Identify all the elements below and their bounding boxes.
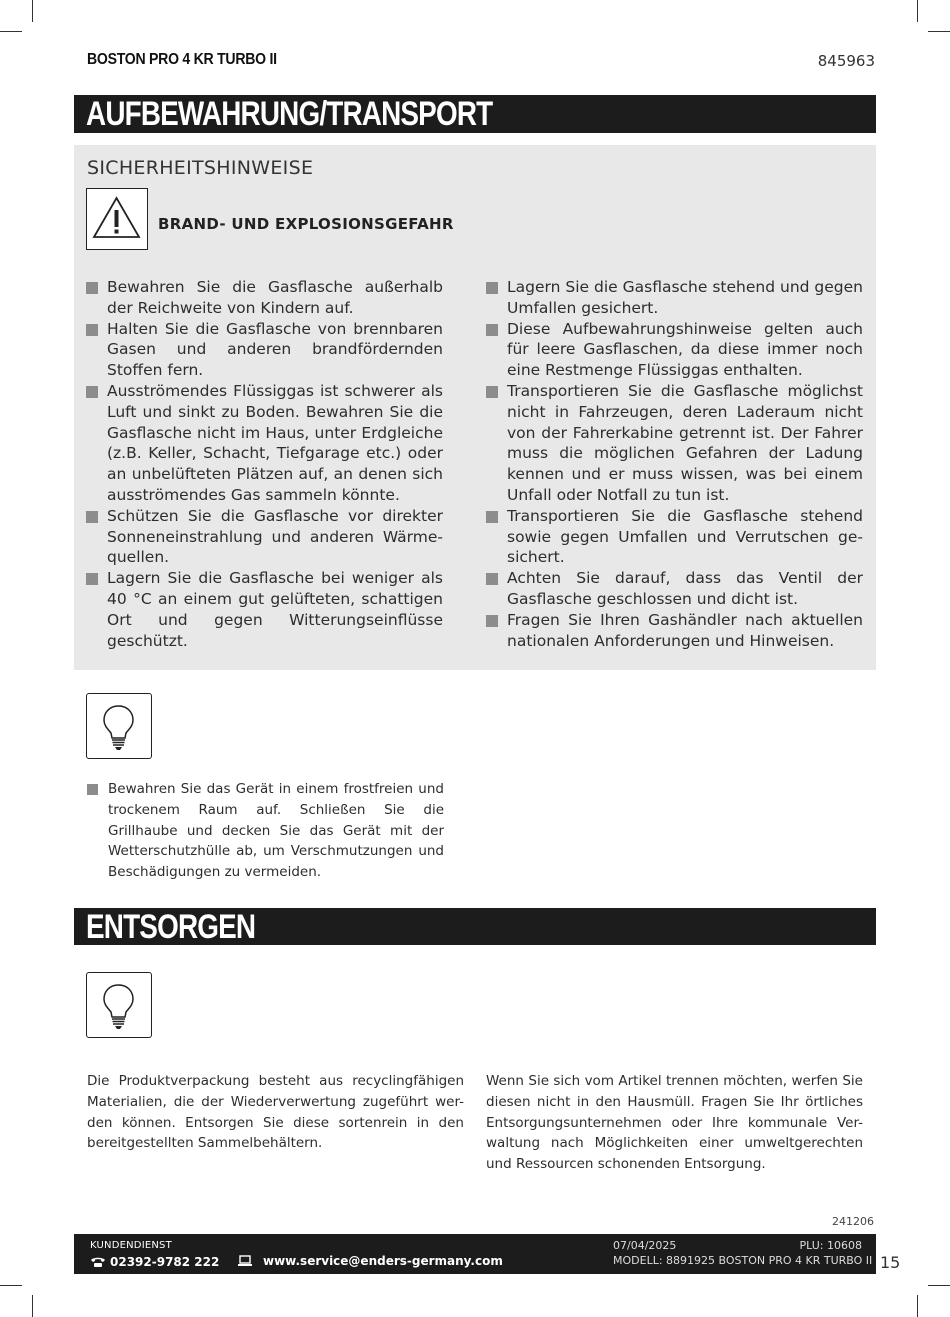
footer-model: MODELL: 8891925 BOSTON PRO 4 KR TURBO II (613, 1254, 873, 1267)
crop-mark (917, 1295, 918, 1317)
safety-list-right (486, 277, 863, 651)
list-item: Lagern Sie die Gasflasche bei weniger als 40 °C an einem gut gelüfteten, schattigen Ort und gegen Witterungseinflüsse geschützt. (86, 568, 443, 651)
article-number: 845963 (817, 52, 875, 70)
safety-list-left (86, 277, 443, 651)
list-item: Ausströmendes Flüssiggas ist schwerer als Luft und sinkt zu Boden. Bewahren Sie die Gasflasche nicht im Haus, unter Erdgleiche (z.B. Keller, Schacht, Tiefgarage etc.) oder an unbelüfteten Plätzen auf, an denen sich ausströmendes Gas sammeln könnte. (86, 381, 443, 506)
service-website (237, 1254, 503, 1268)
crop-mark (32, 1295, 33, 1317)
footer-plu: PLU: 10608 (799, 1239, 862, 1252)
footer-bar (74, 1234, 876, 1274)
phone-icon (90, 1257, 106, 1268)
footer-date: 07/04/2025 (613, 1239, 677, 1252)
website-link[interactable]: www.service@enders-germany.com (263, 1254, 503, 1268)
tip-icon-box (86, 693, 152, 759)
warning-box (86, 188, 148, 250)
service-phone (90, 1255, 219, 1269)
list-item: Schützen Sie die Gasflasche vor direkter Sonneneinstrahlung und anderen Wärme-quellen. (86, 506, 443, 568)
list-item: Fragen Sie Ihren Gashändler nach aktuellen nationalen Anforderungen und Hinweisen. (486, 610, 863, 652)
list-item: Achten Sie darauf, dass das Ventil der Gasflasche geschlossen und dicht ist. (486, 568, 863, 610)
crop-mark (917, 0, 918, 22)
storage-tip (87, 779, 444, 883)
phone-number: 02392-9782 222 (110, 1255, 220, 1269)
document-code: 241206 (832, 1215, 874, 1228)
list-item: Bewahren Sie die Gasflasche außerhalb der Reichweite von Kindern auf. (86, 277, 443, 319)
lightbulb-icon (87, 973, 150, 1036)
list-item: Transportieren Sie die Gasflasche stehend sowie gegen Umfallen und Verrutschen ge-sichert. (486, 506, 863, 568)
list-item: Diese Aufbewahrungshinweise gelten auch für leere Gasflaschen, da diese immer noch eine Restmenge Flüssiggas enthalten. (486, 319, 863, 381)
list-item: Transportieren Sie die Gasflasche möglichst nicht in Fahrzeugen, deren Laderaum nicht von der Fahrerkabine getrennt ist. Der Fahrer muss die möglichen Gefahren der Ladung kennen und er muss wissen, was bei einem Unfall oder Notfall zu tun ist. (486, 381, 863, 506)
laptop-icon (237, 1255, 253, 1267)
disposal-text-right: Wenn Sie sich vom Artikel trennen möchten, werfen Sie diesen nicht in den Hausmüll. Fragen Sie Ihr örtliches Entsorgungsunternehmen oder Ihre kommunale Ver-waltung nach Möglichkeiten einer umweltgerechten und Ressourcen schonenden Entsorgung. (486, 1073, 863, 1173)
crop-mark (0, 1285, 22, 1286)
page-number: 15 (880, 1253, 901, 1272)
product-name: BOSTON PRO 4 KR TURBO II (87, 51, 277, 68)
safety-heading: SICHERHEITSHINWEISE (87, 157, 314, 179)
disposal-title: ENTSORGEN (86, 908, 256, 946)
lightbulb-icon (87, 694, 150, 757)
crop-mark (0, 31, 22, 32)
section-title-disposal (74, 908, 876, 945)
section-title-storage (74, 95, 876, 133)
list-item: Halten Sie die Gasflasche von brennbaren Gasen und anderen brandfördernden Stoffen fern. (86, 319, 443, 381)
list-item: Lagern Sie die Gasflasche stehend und gegen Umfallen gesichert. (486, 277, 863, 319)
crop-mark (928, 1285, 950, 1286)
crop-mark (32, 0, 33, 22)
storage-title: AUFBEWAHRUNG/TRANSPORT (86, 95, 493, 133)
crop-mark (928, 31, 950, 32)
disposal-text-left: Die Produktverpackung besteht aus recyclingfähigen Materialien, die der Wiederverwertung zugeführt wer-den können. Entsorgen Sie diese sortenrein in den bereitgestellten Sammelbehältern. (87, 1073, 464, 1152)
warning-triangle-icon (87, 189, 146, 248)
service-label: KUNDENDIENST (90, 1240, 172, 1251)
warning-label: BRAND- UND EXPLOSIONSGEFAHR (158, 215, 454, 233)
disposal-icon-box (86, 972, 152, 1038)
tip-item: Bewahren Sie das Gerät in einem frostfreien und trockenem Raum auf. Schließen Sie die Grillhaube und decken Sie das Gerät mit der Wetterschutzhülle ab, um Verschmutzungen und Beschädigungen zu vermeiden. (87, 779, 444, 883)
